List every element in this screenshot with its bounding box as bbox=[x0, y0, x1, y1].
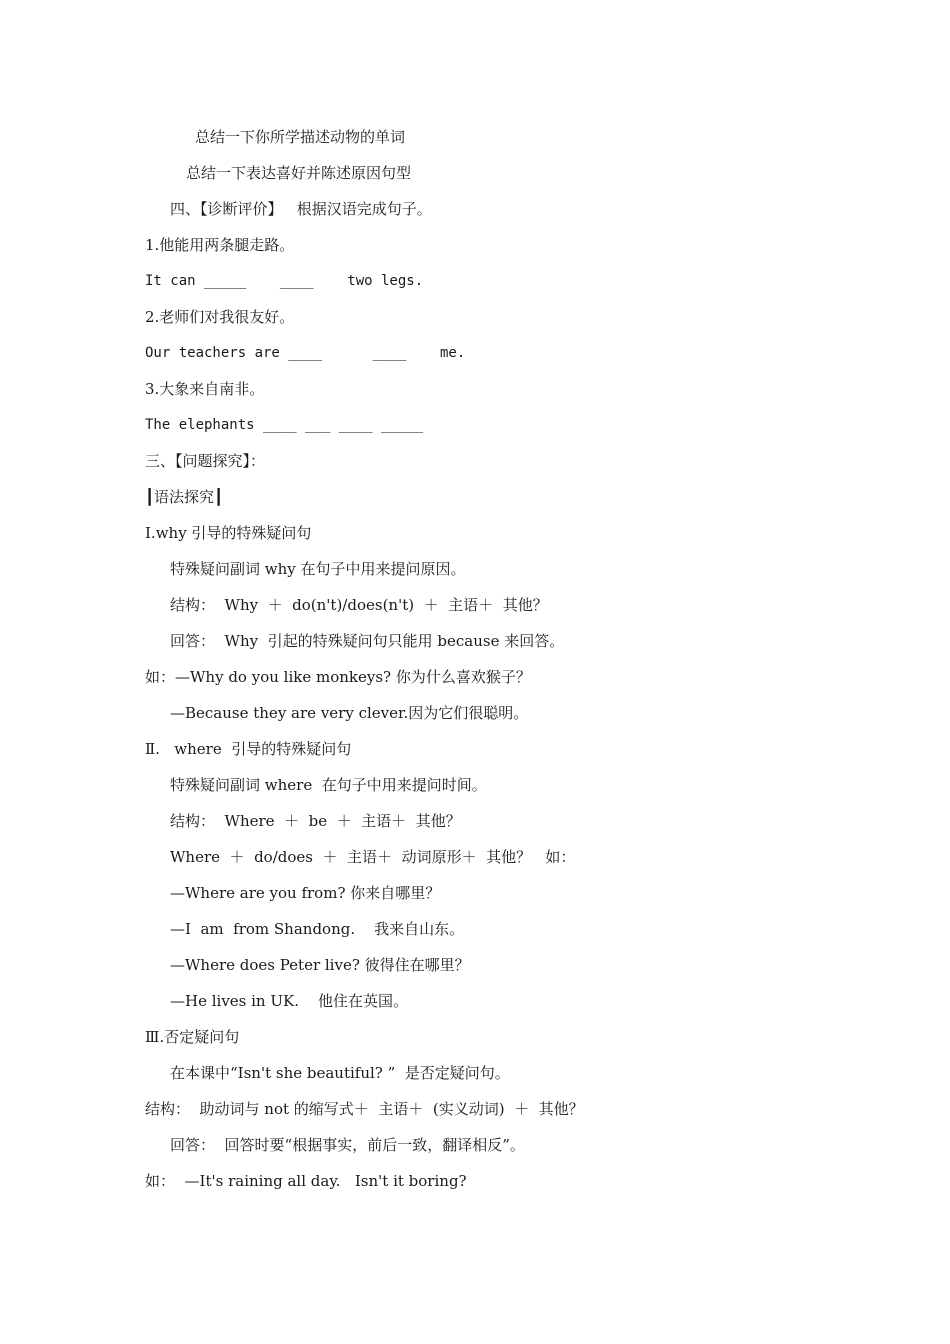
exercise-2-prompt: 2.老师们对我很友好。 bbox=[145, 308, 295, 326]
topic-3-example: 如： —It's raining all day. Isn't it boring? bbox=[145, 1172, 467, 1190]
topic-1-structure: 结构： Why ＋ do(n't)/does(n't) ＋ 主语＋ 其他？ bbox=[170, 596, 548, 614]
topic-3-description: 在本课中“Isn't she beautiful? ” 是否定疑问句。 bbox=[170, 1064, 510, 1082]
topic-3-structure: 结构： 助动词与 not 的缩写式＋ 主语＋ (实义动词) ＋ 其他？ bbox=[145, 1100, 584, 1118]
exercise-3-blank: The elephants ____ ___ ____ _____ bbox=[145, 417, 424, 433]
exercise-1-blank: It can _____ ____ two legs. bbox=[145, 273, 424, 289]
summary-animal-words: 总结一下你所学描述动物的单词 bbox=[195, 128, 406, 146]
topic-2-example-2-answer: —He lives in UK. 他住在英国。 bbox=[170, 992, 409, 1010]
topic-2-title: Ⅱ. where 引导的特殊疑问句 bbox=[145, 740, 352, 758]
grammar-heading: ┃语法探究┃ bbox=[145, 488, 224, 506]
topic-2-structure-do: Where ＋ do/does ＋ 主语＋ 动词原形＋ 其他？ 如： bbox=[170, 848, 576, 866]
exercise-3-prompt: 3.大象来自南非。 bbox=[145, 380, 265, 398]
exercise-1-prompt: 1.他能用两条腿走路。 bbox=[145, 236, 295, 254]
summary-preference-sentences: 总结一下表达喜好并陈述原因句型 bbox=[186, 164, 412, 182]
topic-3-title: Ⅲ.否定疑问句 bbox=[145, 1028, 240, 1046]
exercise-2-blank: Our teachers are ____ ____ me. bbox=[145, 345, 466, 361]
topic-2-description: 特殊疑问副词 where 在句子中用来提问时间。 bbox=[170, 776, 487, 794]
topic-2-example-2-question: —Where does Peter live? 彼得住在哪里？ bbox=[170, 956, 470, 974]
topic-1-title: Ⅰ.why 引导的特殊疑问句 bbox=[145, 524, 312, 542]
topic-2-structure-be: 结构： Where ＋ be ＋ 主语＋ 其他？ bbox=[170, 812, 461, 830]
section-heading-inquiry: 三、【问题探究】： bbox=[145, 452, 266, 470]
topic-1-answer: 回答： Why 引起的特殊疑问句只能用 because 来回答。 bbox=[170, 632, 565, 650]
topic-2-example-1-question: —Where are you from? 你来自哪里？ bbox=[170, 884, 441, 902]
section-heading-diagnosis: 四、【诊断评价】 根据汉语完成句子。 bbox=[170, 200, 432, 218]
topic-1-description: 特殊疑问副词 why 在句子中用来提问原因。 bbox=[170, 560, 466, 578]
topic-2-example-1-answer: —I am from Shandong. 我来自山东。 bbox=[170, 920, 465, 938]
topic-1-example-answer: —Because they are very clever.因为它们很聪明。 bbox=[170, 704, 529, 722]
topic-1-example-question: 如：—Why do you like monkeys? 你为什么喜欢猴子？ bbox=[145, 668, 531, 686]
topic-3-answer: 回答： 回答时要“根据事实，前后一致，翻译相反”。 bbox=[170, 1136, 525, 1154]
